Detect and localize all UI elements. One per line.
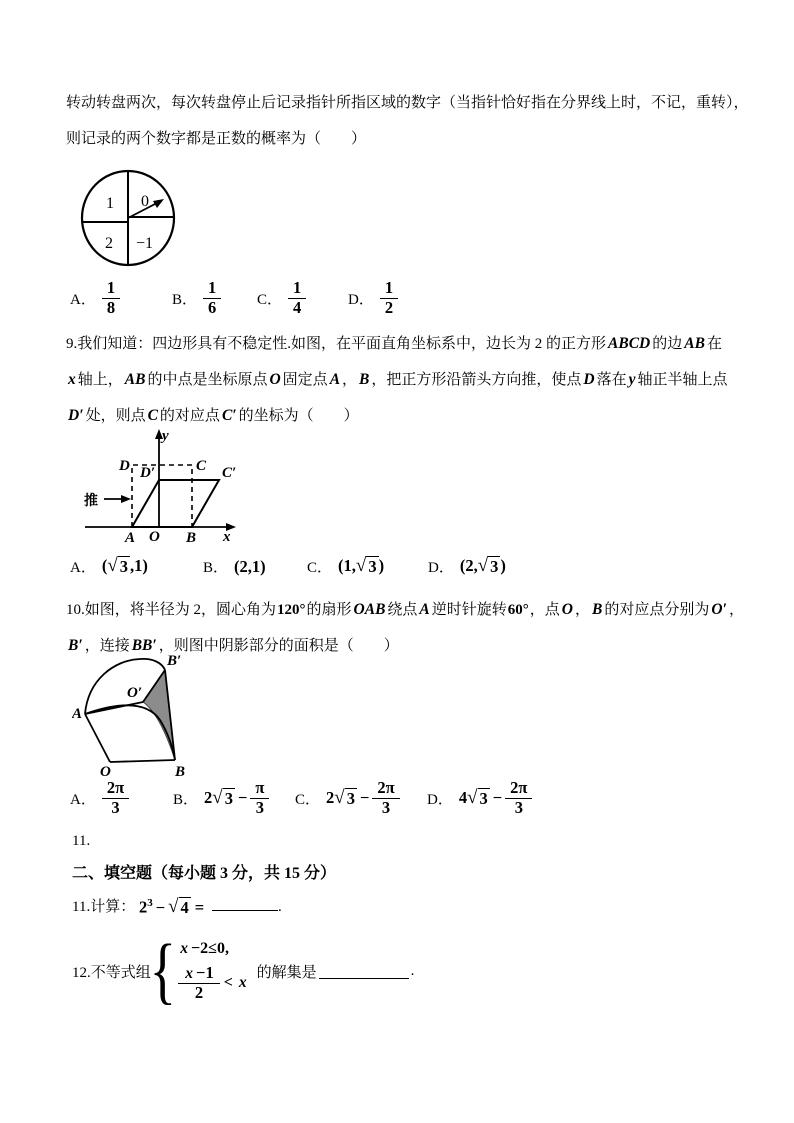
option-label: A． xyxy=(70,791,96,808)
q11-prefix: 11.计算： xyxy=(72,899,136,915)
text-line: 转动转盘两次，每次转盘停止后记录指针所指区域的数字（当指针恰好指在分界线上时，不记，重转）， xyxy=(66,95,749,111)
spinner-value-top-left: 1 xyxy=(106,195,114,212)
question-9-text xyxy=(66,326,728,434)
fraction: $\frac{2\pi}{3}$ xyxy=(372,779,399,818)
point-B-label: B xyxy=(186,530,197,546)
system-brace: { xyxy=(149,929,176,1012)
point-B-prime-label: B′ xyxy=(167,653,182,669)
inequality-system xyxy=(178,940,248,1003)
option-d xyxy=(348,279,398,318)
text-line: B′ ，连接 BB′ ，则图中阴影部分的面积是（ ） xyxy=(68,637,399,654)
option-label: C． xyxy=(307,560,333,576)
radius-OprimeA xyxy=(85,702,143,714)
point-D-prime-label: D′ xyxy=(140,465,156,481)
question-probability-text xyxy=(66,85,749,157)
spinner-value-bottom-left: 2 xyxy=(105,235,113,252)
point-D-label: D xyxy=(119,458,130,474)
point-A-label: A xyxy=(125,530,136,546)
fraction: $\frac{2\pi}{3}$ xyxy=(505,779,532,818)
spinner-figure xyxy=(80,164,180,270)
option-label: C． xyxy=(257,291,283,308)
push-label: 推 xyxy=(84,494,98,509)
y-axis-label: y xyxy=(162,428,169,444)
coordinate-expression: (2, √ 3 ) xyxy=(459,555,506,577)
option-label: D． xyxy=(427,791,453,808)
math-expression: 2 √ 3 − xyxy=(326,787,370,809)
point-O-label: O xyxy=(149,529,160,545)
question-11 xyxy=(72,895,282,918)
spinner-value-top-right: 0 xyxy=(141,193,149,210)
coordinate-expression: (1, √ 3 ) xyxy=(338,555,385,577)
fraction: $\frac{\pi}{3}$ xyxy=(250,779,269,818)
option-d xyxy=(428,556,506,577)
radius-OB xyxy=(110,760,175,762)
option-label: D． xyxy=(428,560,454,576)
point-B-label: B xyxy=(175,764,186,780)
option-d xyxy=(427,779,532,818)
option-b xyxy=(172,279,221,318)
q11-period: . xyxy=(277,899,282,915)
option-label: D． xyxy=(348,291,374,308)
fraction: $\frac{2\pi}{3}$ xyxy=(102,779,129,818)
point-C-label: C xyxy=(196,458,207,474)
math-expression: 2 √ 3 − xyxy=(204,787,248,809)
option-b xyxy=(203,556,266,577)
question-11-marker: 11. xyxy=(72,833,91,849)
option-label: A． xyxy=(70,291,96,308)
section-2-header: 二、填空题（每小题 3 分，共 15 分） xyxy=(72,865,337,882)
coordinate-expression: (2,1) xyxy=(234,556,266,576)
fraction: $\frac{1}{4}$ xyxy=(288,279,306,318)
fraction: $\frac{x -1}{2}$ xyxy=(178,964,219,1003)
option-a xyxy=(70,779,129,818)
option-a xyxy=(70,556,148,577)
coordinate-figure xyxy=(78,428,246,550)
math-expression: 4 √ 3 − xyxy=(458,787,503,809)
point-A-label: A xyxy=(72,706,83,722)
coordinate-expression: ( √ 3 ,1) xyxy=(101,555,148,577)
option-label: C． xyxy=(295,791,321,808)
fraction: $\frac{1}{8}$ xyxy=(102,279,120,318)
point-O-prime-label: O′ xyxy=(127,685,143,701)
answer-blank xyxy=(319,964,409,979)
inequality-1: x −2≤0, xyxy=(180,939,229,957)
q11-expression: $2^3$ − √ 4 = xyxy=(138,896,205,918)
option-label: A． xyxy=(70,560,96,576)
spinner-pointer-head xyxy=(153,199,164,208)
text-line: 则记录的两个数字都是正数的概率为（ ） xyxy=(66,131,367,147)
options-row-q9 xyxy=(0,556,794,586)
push-arrow-head xyxy=(121,495,131,503)
option-b xyxy=(173,779,269,818)
q12-prefix: 12.不等式组 xyxy=(72,964,151,981)
option-c xyxy=(307,556,384,577)
fraction: $\frac{1}{2}$ xyxy=(380,279,398,318)
option-label: B． xyxy=(203,560,229,576)
sector-figure xyxy=(72,652,194,780)
point-C-prime-label: C′ xyxy=(222,465,237,481)
text-line: 9.我们知道：四边形具有不稳定性.如图，在平面直角坐标系中，边长为 2 的正方形 ABCD 的边 AB 在 xyxy=(66,335,722,352)
inequality-2: $\frac{x -1}{2}$ < x xyxy=(178,964,248,1003)
q12-period: . xyxy=(410,962,415,979)
text-line: D′ 处，则点 C 的对应点 C′ 的坐标为（ ） xyxy=(68,407,359,424)
options-row-q10 xyxy=(0,779,794,825)
x-axis-label: x xyxy=(223,529,231,545)
option-label: B． xyxy=(173,791,199,808)
answer-blank xyxy=(212,896,278,911)
question-12 xyxy=(72,928,414,1014)
option-c xyxy=(257,279,306,318)
text-line: 10.如图，将半径为 2，圆心角为120°的扇形 OAB 绕点 A 逆时针旋转60°，点 O ， B 的对应点分别为 O′ ， xyxy=(66,601,744,618)
radius-OA xyxy=(85,714,110,762)
option-a xyxy=(70,279,120,318)
fraction: $\frac{1}{6}$ xyxy=(203,279,221,318)
q12-suffix: 的解集是 xyxy=(256,964,317,981)
text-line: x 轴上， AB 的中点是坐标原点 O 固定点 A ， B ，把正方形沿箭头方向推，使点 D 落在 y 轴正半轴上点 xyxy=(68,371,728,388)
option-c xyxy=(295,779,400,818)
pushed-parallelogram xyxy=(132,480,219,527)
option-label: B． xyxy=(172,291,198,308)
spinner-value-bottom-right: −1 xyxy=(136,235,154,252)
options-row-probability xyxy=(0,279,794,325)
point-O-label: O xyxy=(100,764,111,780)
